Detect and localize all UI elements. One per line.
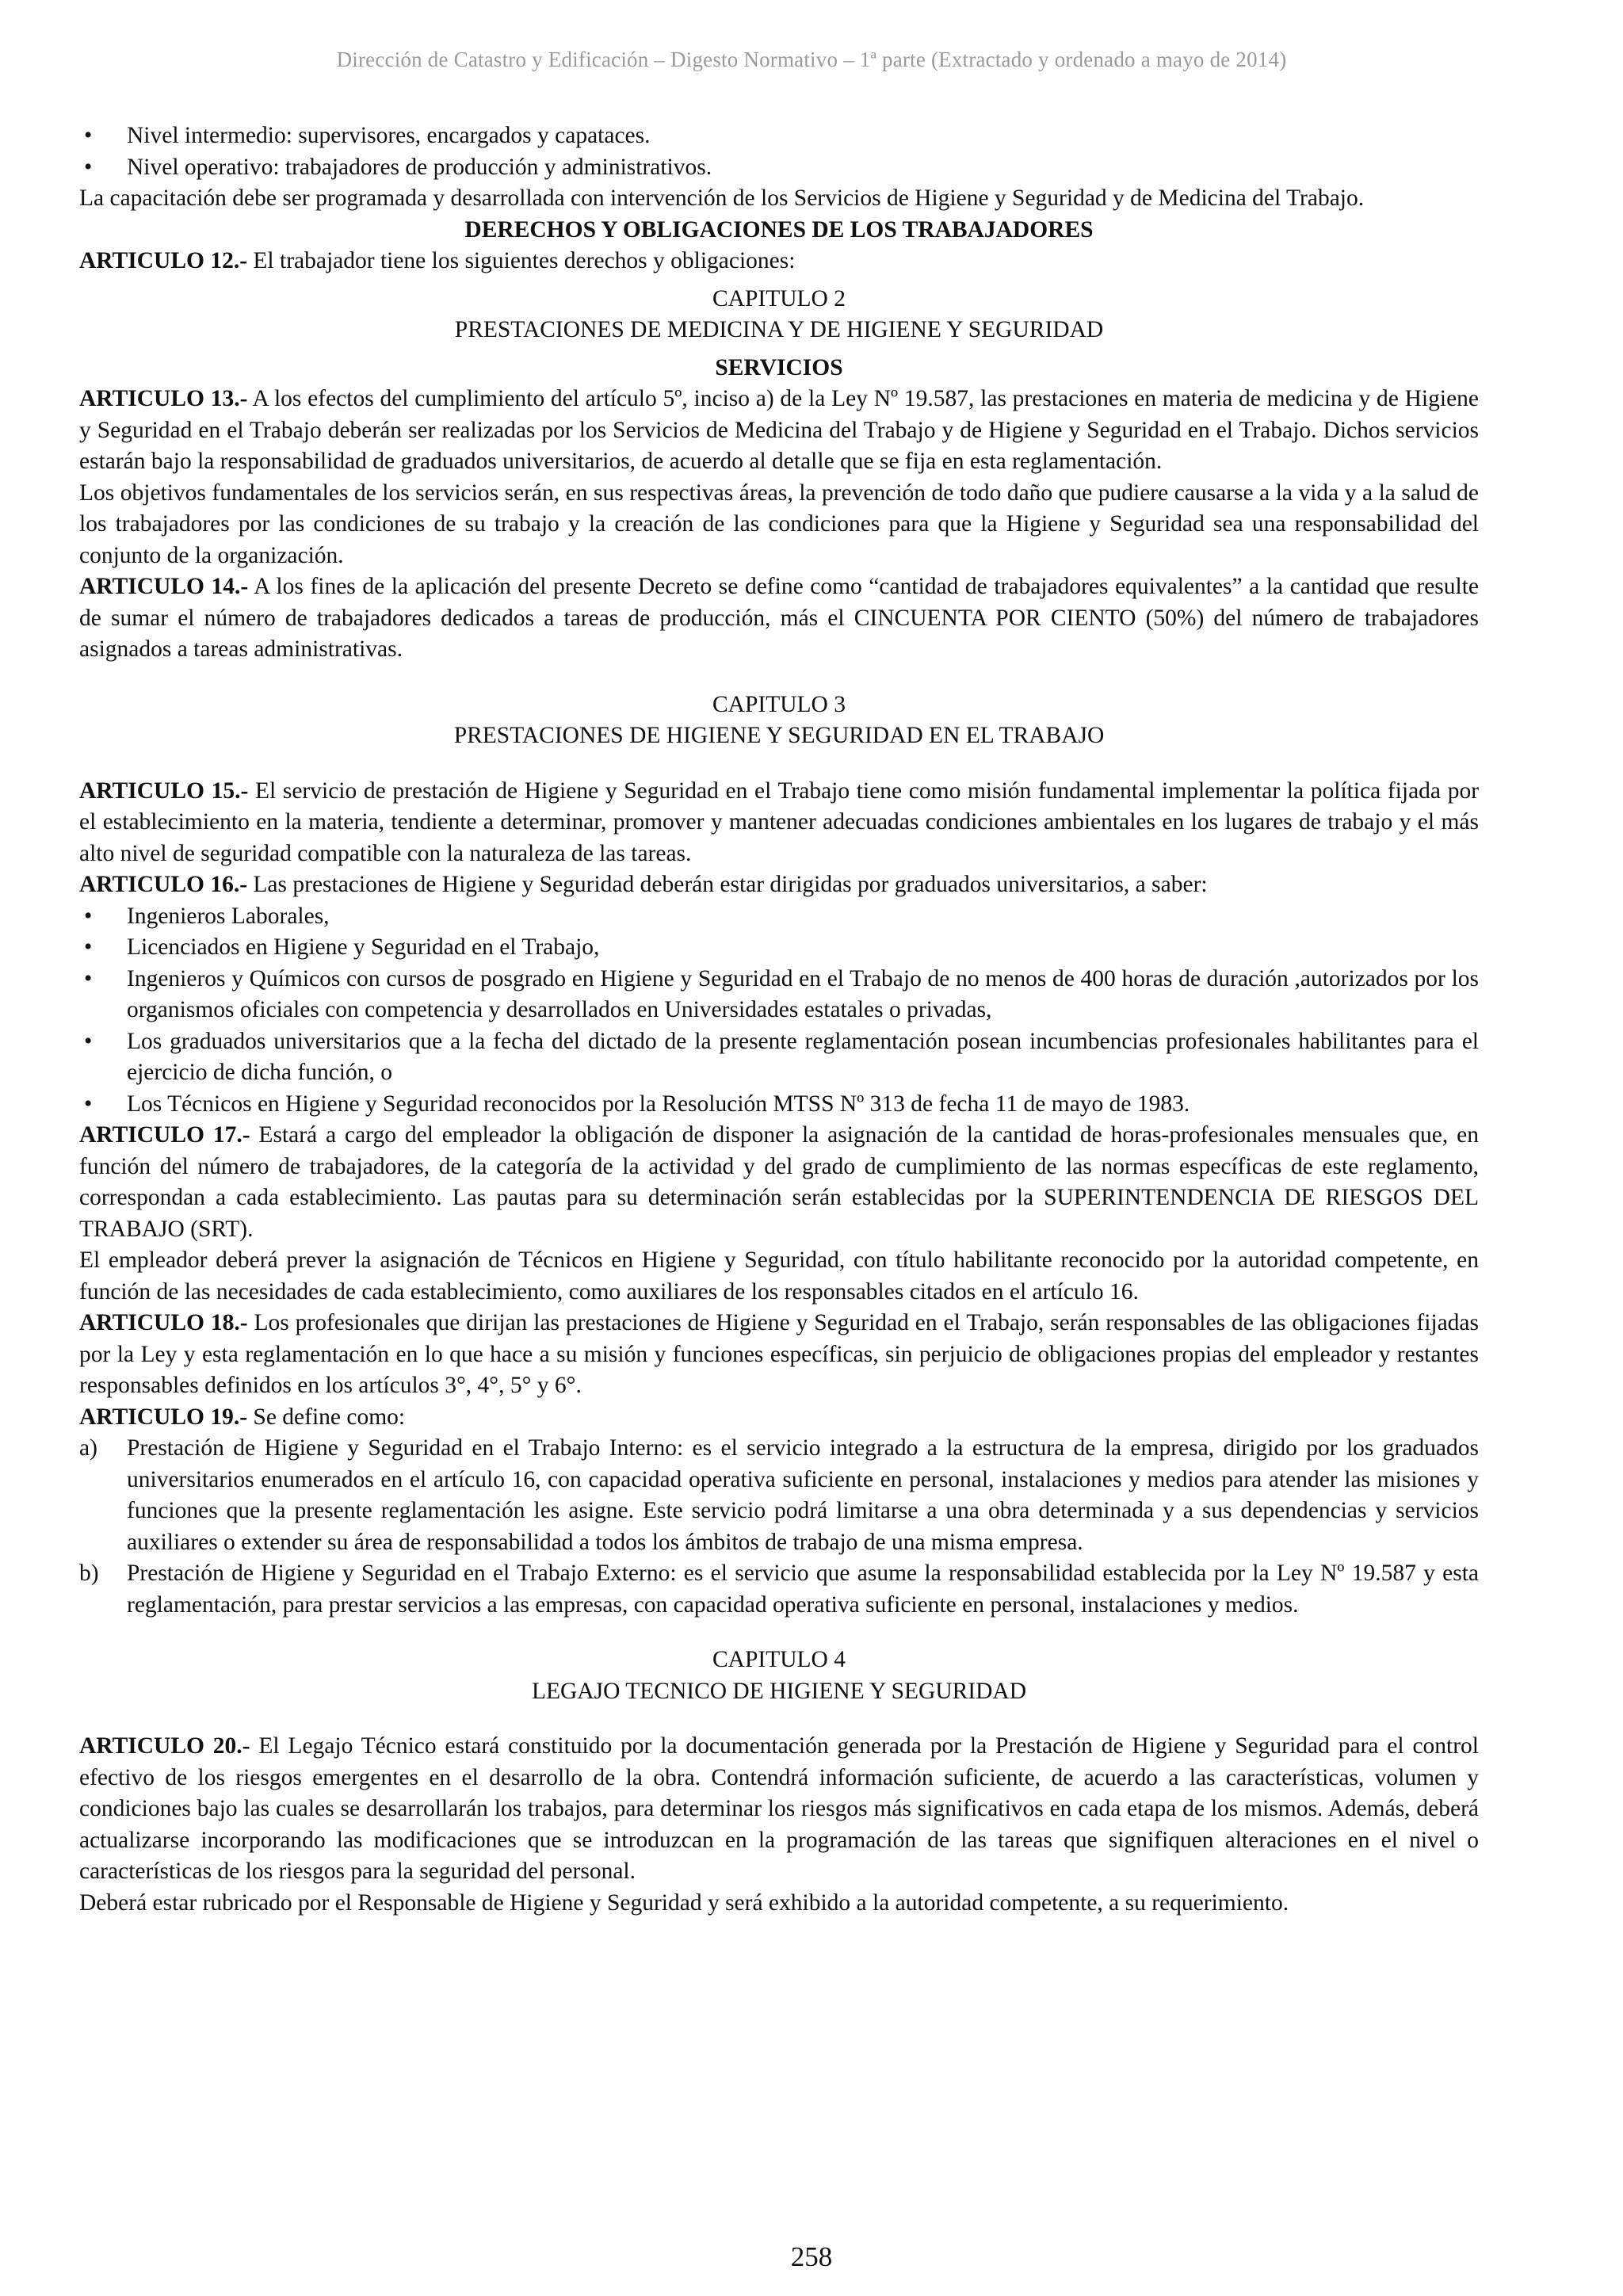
article-text: A los efectos del cumplimiento del artículo 5º, inciso a) de la Ley Nº 19.587, las prestaciones en materia de medicina y de Higiene y Seguridad en el Trabajo deberán ser realizadas por los Servicios de Medicina del Trabajo y de Higiene y Seguridad en el Trabajo. Dichos servicios estarán bajo la responsabilidad de graduados universitarios, de acuerdo al detalle que se fija en esta reglamentación. (79, 386, 1479, 474)
article-label: ARTICULO 12.- (79, 248, 248, 273)
article-20-paragraph-2: Deberá estar rubricado por el Responsable de Higiene y Seguridad y será exhibido a la autoridad competente, a su requerimiento. (79, 1889, 1289, 1916)
list-item: • Nivel intermedio: supervisores, encargados y capataces. (79, 120, 1479, 152)
page-number: 258 (790, 2241, 833, 2272)
chapter-4-title: LEGAJO TECNICO DE HIGIENE Y SEGURIDAD (531, 1678, 1027, 1704)
page-body (79, 120, 1479, 1919)
article-label: ARTICULO 14.- (79, 574, 249, 599)
list-item: • Ingenieros Laborales, (79, 901, 1479, 933)
section-heading-servicios: SERVICIOS (715, 354, 843, 380)
chapter-3-title: PRESTACIONES DE HIGIENE Y SEGURIDAD EN EL TRABAJO (453, 723, 1105, 748)
article-label: ARTICULO 15.- (79, 777, 249, 804)
article-label: ARTICULO 20.- (79, 1733, 250, 1759)
article-text: El trabajador tiene los siguientes derechos y obligaciones: (247, 248, 796, 273)
chapter-3-number: CAPITULO 3 (712, 691, 846, 717)
item-text: Prestación de Higiene y Seguridad en el Trabajo Interno: es el servicio integrado a la estructura de la empresa, dirigido por los graduados universitarios enumerados en el artículo 16, con capacidad operativa suficiente en personal, instalaciones y medios para atender las misiones y funciones que la presente reglamentación les asigne. Este servicio podrá limitarse a una obra determinada y a sus dependencias y servicios auxiliares o extender su área de responsabilidad a todos los ámbitos de trabajo de una misma empresa. (127, 1435, 1479, 1555)
article-label: ARTICULO 13.- (79, 386, 248, 411)
article-text: A los fines de la aplicación del presente Decreto se define como “cantidad de trabajadores equivalentes” a la cantidad que resulte de sumar el número de trabajadores dedicados a tareas de producción, más el CINCUENTA POR CIENTO (50%) del número de trabajadores asignados a tareas administrativas. (79, 574, 1480, 662)
item-text: Prestación de Higiene y Seguridad en el Trabajo Externo: es el servicio que asume la responsabilidad establecida por la Ley Nº 19.587 y esta reglamentación, para prestar servicios a las empresas, con capacidad operativa suficiente en personal, instalaciones y medios. (127, 1561, 1479, 1618)
training-paragraph: La capacitación debe ser programada y desarrollada con intervención de los Servicios de Higiene y Seguridad y de Medicina del Trabajo. (79, 185, 1365, 211)
article-20 (79, 1731, 1479, 1888)
article-13-paragraph-2: Los objetivos fundamentales de los servicios serán, en sus respectivas áreas, la prevención de todo daño que pudiere causarse a la vida y a la salud de los trabajadores por las condiciones de su trabajo y la creación de las condiciones para que la Higiene y Seguridad sea una responsabilidad del conjunto de la organización. (79, 479, 1479, 568)
running-header: Dirección de Catastro y Edificación – Digesto Normativo – 1ª parte (Extractado y ordenado a mayo de 2014) (336, 48, 1287, 71)
article-15 (79, 776, 1479, 870)
article-19 (79, 1402, 1479, 1434)
chapter-4-number: CAPITULO 4 (712, 1647, 846, 1672)
article-14 (79, 571, 1479, 666)
chapter-2-title: PRESTACIONES DE MEDICINA Y DE HIGIENE Y SEGURIDAD (454, 317, 1104, 342)
list-item: • Ingenieros y Químicos con cursos de posgrado en Higiene y Seguridad en el Trabajo de no menos de 400 horas de duración ,autorizados por los organismos oficiales con competencia y desarrollados en Universidades estatales o privadas, (79, 964, 1479, 1026)
chapter-2-number: CAPITULO 2 (712, 285, 846, 311)
section-heading-rights: DERECHOS Y OBLIGACIONES DE LOS TRABAJADORES (464, 216, 1094, 243)
article-17 (79, 1120, 1479, 1245)
article-text: Estará a cargo del empleador la obligación de disponer la asignación de la cantidad de horas-profesionales mensuales que, en función del número de trabajadores, de la categoría de la actividad y del grado de cumplimiento de las normas específicas de este reglamento, correspondan a cada establecimiento. Las pautas para su determinación serán establecidas por la SUPERINTENDENCIA DE RIESGOS DEL TRABAJO (SRT). (79, 1122, 1479, 1242)
list-item (79, 1433, 1479, 1558)
article-text: Se define como: (247, 1404, 406, 1430)
article-17-paragraph-2: El empleador deberá prever la asignación de Técnicos en Higiene y Seguridad, con título habilitante reconocido por la autoridad competente, en función de las necesidades de cada establecimiento, como auxiliares de los responsables citados en el artículo 16. (79, 1247, 1479, 1305)
training-level-list (79, 120, 1479, 183)
list-item: • Los Técnicos en Higiene y Seguridad reconocidos por la Resolución MTSS Nº 313 de fecha 11 de mayo de 1983. (79, 1089, 1479, 1121)
article-18 (79, 1308, 1479, 1402)
article-text: El Legajo Técnico estará constituido por la documentación generada por la Prestación de Higiene y Seguridad para el control efectivo de los riesgos emergentes en el desarrollo de la obra. Contendrá información suficiente, de acuerdo a las características, volumen y condiciones bajo las cuales se desarrollarán los trabajos, para determinar los riesgos más significativos en cada etapa de los mismos. Además, deberá actualizarse incorporando las modificaciones que se introduzcan en la programación de las tareas que signifiquen alteraciones en el nivel o características de los riesgos para la seguridad del personal. (79, 1733, 1480, 1884)
list-item: • Nivel operativo: trabajadores de producción y administrativos. (79, 152, 1479, 184)
article-13 (79, 384, 1479, 478)
item-letter: b) (79, 1561, 99, 1586)
article-label: ARTICULO 17.- (79, 1122, 250, 1148)
list-item: • Licenciados en Higiene y Seguridad en el Trabajo, (79, 932, 1479, 964)
list-item (79, 1558, 1479, 1621)
article-text: El servicio de prestación de Higiene y Seguridad en el Trabajo tiene como misión fundamental implementar la política fijada por el establecimiento en la materia, tendiente a determinar, promover y mantener adecuadas condiciones ambientales en los lugares de trabajo y el más alto nivel de seguridad compatible con la naturaleza de las tareas. (79, 777, 1480, 866)
graduates-list (79, 901, 1479, 1121)
list-item: • Los graduados universitarios que a la fecha del dictado de la presente reglamentación posean incumbencias profesionales habilitantes para el ejercicio de dicha función, o (79, 1026, 1479, 1089)
article-12 (79, 246, 1479, 277)
item-letter: a) (79, 1435, 97, 1461)
article-label: ARTICULO 19.- (79, 1404, 248, 1430)
definitions-list (79, 1433, 1479, 1621)
article-label: ARTICULO 16.- (79, 872, 248, 897)
article-text: Los profesionales que dirijan las prestaciones de Higiene y Seguridad en el Trabajo, serán responsables de las obligaciones fijadas por la Ley y esta reglamentación en lo que hace a su misión y funciones específicas, sin perjuicio de obligaciones propias del empleador y restantes responsables definidos en los artículos 3°, 4°, 5° y 6°. (79, 1310, 1480, 1398)
article-label: ARTICULO 18.- (79, 1310, 248, 1335)
article-16 (79, 869, 1479, 901)
article-text: Las prestaciones de Higiene y Seguridad deberán estar dirigidas por graduados universitarios, a saber: (247, 872, 1208, 897)
